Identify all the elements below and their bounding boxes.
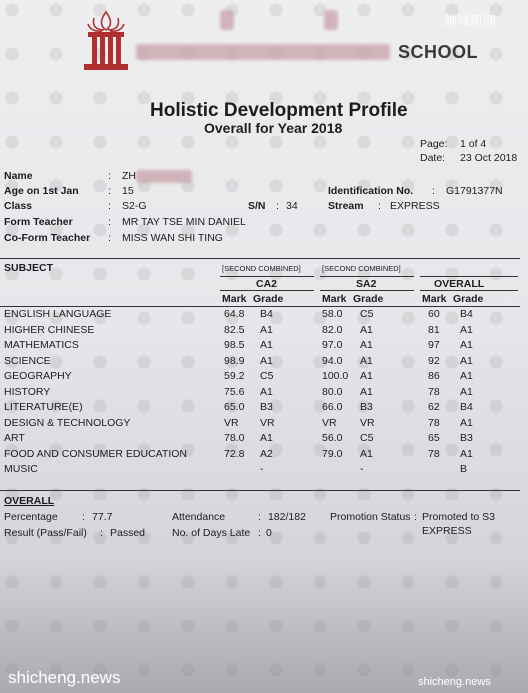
subject-cell: GEOGRAPHY (4, 370, 72, 382)
ca2-grade-header: Grade (253, 293, 284, 305)
sa2-mark-cell: 82.0 (322, 323, 343, 336)
ca2-grade-cell: - (260, 463, 264, 475)
form-teacher-label: Form Teacher (4, 216, 73, 228)
sa2-top-rule (320, 276, 414, 277)
sa2-grade-cell: A1 (360, 354, 373, 367)
table-row (0, 355, 528, 370)
table-row (0, 448, 528, 463)
table-row (0, 339, 528, 354)
overall-mark-cell: 97 (428, 339, 440, 351)
table-row (0, 324, 528, 339)
sa2-grade-cell: - (360, 463, 364, 475)
percentage-label: Percentage (4, 511, 58, 523)
date-label: Date: (420, 152, 446, 164)
ca2-grade-cell: VR (260, 416, 275, 429)
sa2-grade-cell: A1 (360, 370, 373, 382)
sn-colon: : (276, 200, 279, 212)
sa2-mark-cell: 56.0 (322, 432, 343, 444)
redaction-block (136, 170, 192, 183)
overall-mark-cell: 92 (428, 354, 440, 367)
sa2-mark-header: Mark (322, 293, 347, 305)
ca2-mark-cell: VR (224, 416, 239, 429)
result-colon: : (100, 527, 103, 539)
sa2-grade-cell: VR (360, 416, 375, 429)
overall-grade-header: Grade (453, 293, 484, 305)
date-value: 23 Oct 2018 (460, 152, 518, 164)
subject-cell: HISTORY (4, 385, 51, 398)
days-late-colon: : (258, 527, 261, 539)
days-late-label: No. of Days Late (172, 527, 251, 539)
form-teacher-value: MR TAY TSE MIN DANIEL (122, 216, 246, 228)
age-value: 15 (122, 185, 134, 197)
table-row (0, 401, 528, 416)
age-colon: : (108, 185, 111, 197)
sn-value: 34 (286, 200, 298, 212)
page-value: 1 of 4 (460, 138, 487, 150)
sa2-grade-cell: A1 (360, 447, 373, 460)
name-value: ZH (122, 170, 136, 182)
ca2-mark-cell: 64.8 (224, 308, 245, 320)
class-colon: : (108, 200, 111, 212)
overall-mark-cell: 60 (428, 308, 440, 320)
overall-mark-header: Mark (422, 293, 447, 305)
table-header-rule (0, 306, 520, 307)
promotion-stream-value: EXPRESS (422, 525, 472, 537)
subject-cell: FOOD AND CONSUMER EDUCATION (4, 447, 187, 460)
class-value: S2-G (122, 200, 147, 212)
subject-cell: ENGLISH LANGUAGE (4, 308, 112, 320)
ca2-grade-cell: A1 (260, 323, 273, 336)
overall-grade-cell: A1 (460, 385, 473, 398)
overall-section-title: OVERALL (4, 495, 55, 507)
result-value: Passed (110, 527, 146, 539)
id-colon: : (432, 185, 435, 197)
ca2-mark-cell: 98.9 (224, 354, 245, 367)
ca2-mid-rule (220, 290, 314, 291)
school-logo (80, 8, 132, 72)
sa2-grade-cell: A1 (360, 385, 373, 398)
co-form-teacher-label: Co-Form Teacher (4, 232, 91, 244)
table-bottom-rule (0, 490, 520, 491)
overall-grade-cell: B (460, 463, 468, 475)
co-form-teacher-colon: : (108, 232, 111, 244)
promotion-status-label: Promotion Status (330, 511, 411, 523)
form-teacher-colon: : (108, 216, 111, 228)
co-form-teacher-value: MISS WAN SHI TING (122, 232, 223, 244)
ca2-grade-cell: A2 (260, 447, 273, 460)
redaction-block (324, 10, 338, 30)
ca2-grade-cell: A1 (260, 432, 273, 444)
ca2-mark-cell: 72.8 (224, 447, 245, 460)
overall-grade-cell: A1 (460, 370, 473, 382)
table-row (0, 370, 528, 385)
brand-watermark-bottom-left: shicheng.news (8, 668, 121, 687)
promotion-status-value: Promoted to S3 (422, 511, 495, 523)
table-row (0, 308, 528, 323)
overall-mid-rule (420, 290, 518, 291)
brand-watermark-top: 狮城新闻 (444, 13, 497, 28)
overall-mark-cell: 78 (428, 447, 440, 460)
sa2-mark-cell: VR (322, 416, 337, 429)
overall-grade-cell: A1 (460, 323, 473, 336)
sa2-mark-cell: 80.0 (322, 385, 343, 398)
ca2-grade-cell: A1 (260, 354, 273, 367)
ca2-grade-cell: A1 (260, 385, 273, 398)
attendance-label: Attendance (172, 511, 226, 523)
overall-grade-cell: B4 (460, 308, 473, 320)
sa2-combined-note: [SECOND COMBINED] (322, 264, 401, 273)
sa2-header: SA2 (356, 278, 377, 290)
promotion-colon: : (414, 511, 417, 523)
class-label: Class (4, 200, 33, 212)
page-title: Holistic Development Profile (150, 100, 408, 121)
overall-grade-cell: A1 (460, 339, 473, 351)
name-colon: : (108, 170, 111, 182)
overall-mark-cell: 65 (428, 432, 440, 444)
subject-cell: SCIENCE (4, 354, 51, 367)
ca2-grade-cell: B3 (260, 401, 273, 413)
overall-grade-cell: A1 (460, 354, 473, 367)
ca2-grade-cell: B4 (260, 308, 273, 320)
subject-cell: ART (4, 432, 25, 444)
ca2-top-rule (220, 276, 314, 277)
ca2-mark-cell: 78.0 (224, 432, 245, 444)
redaction-block (220, 10, 234, 30)
subject-cell: MATHEMATICS (4, 339, 79, 351)
table-row (0, 386, 528, 401)
percentage-colon: : (82, 511, 85, 523)
sa2-grade-cell: A1 (360, 323, 373, 336)
overall-mark-cell: 62 (428, 401, 440, 413)
ca2-mark-cell: 82.5 (224, 323, 245, 336)
sa2-mid-rule (320, 290, 414, 291)
sa2-mark-cell: 94.0 (322, 354, 343, 367)
subject-cell: DESIGN & TECHNOLOGY (4, 416, 131, 429)
sa2-grade-header: Grade (353, 293, 384, 305)
stream-label: Stream (328, 200, 364, 212)
attendance-colon: : (258, 511, 261, 523)
sa2-grade-cell: C5 (360, 432, 374, 444)
days-late-value: 0 (266, 527, 272, 539)
name-label: Name (4, 170, 33, 182)
subject-header: SUBJECT (4, 262, 54, 274)
attendance-value: 182/182 (268, 511, 306, 523)
age-label: Age on 1st Jan (4, 185, 79, 197)
ca2-mark-cell: 59.2 (224, 370, 245, 382)
ca2-combined-note: [SECOND COMBINED] (222, 264, 301, 273)
table-row (0, 417, 528, 432)
id-value: G1791377N (446, 185, 503, 197)
school-name: SCHOOL (398, 42, 479, 62)
percentage-value: 77.7 (92, 511, 113, 523)
ca2-mark-cell: 65.0 (224, 401, 245, 413)
ca2-mark-cell: 98.5 (224, 339, 245, 351)
sa2-mark-cell: 97.0 (322, 339, 343, 351)
page-label: Page: (420, 138, 448, 150)
overall-mark-cell: 78 (428, 416, 440, 429)
result-label: Result (Pass/Fail) (4, 527, 87, 539)
sn-label: S/N (248, 200, 266, 212)
redaction-block (136, 44, 390, 60)
table-top-rule (0, 258, 520, 259)
ca2-grade-cell: A1 (260, 339, 273, 351)
sa2-grade-cell: B3 (360, 401, 373, 413)
ca2-mark-header: Mark (222, 293, 247, 305)
sa2-mark-cell: 58.0 (322, 308, 343, 320)
overall-mark-cell: 78 (428, 385, 440, 398)
id-label: Identification No. (328, 185, 414, 197)
overall-mark-cell: 86 (428, 370, 440, 382)
overall-grade-cell: A1 (460, 447, 473, 460)
sa2-grade-cell: C5 (360, 308, 374, 320)
overall-header: OVERALL (434, 278, 485, 290)
subject-cell: LITERATURE(E) (4, 401, 83, 413)
subject-cell: MUSIC (4, 463, 38, 475)
sa2-grade-cell: A1 (360, 339, 373, 351)
overall-grade-cell: B3 (460, 432, 473, 444)
overall-grade-cell: B4 (460, 401, 473, 413)
overall-grade-cell: A1 (460, 416, 473, 429)
ca2-grade-cell: C5 (260, 370, 274, 382)
table-row (0, 463, 528, 478)
sa2-mark-cell: 100.0 (322, 370, 349, 382)
ca2-header: CA2 (256, 278, 278, 290)
stream-colon: : (378, 200, 381, 212)
sa2-mark-cell: 66.0 (322, 401, 343, 413)
subject-cell: HIGHER CHINESE (4, 323, 95, 336)
brand-watermark-bottom-right: shicheng.news (418, 676, 491, 688)
ca2-mark-cell: 75.6 (224, 385, 245, 398)
overall-mark-cell: 81 (428, 323, 440, 336)
stream-value: EXPRESS (390, 200, 440, 212)
overall-top-rule (420, 276, 518, 277)
sa2-mark-cell: 79.0 (322, 447, 343, 460)
table-row (0, 432, 528, 447)
page-subtitle: Overall for Year 2018 (204, 120, 343, 136)
